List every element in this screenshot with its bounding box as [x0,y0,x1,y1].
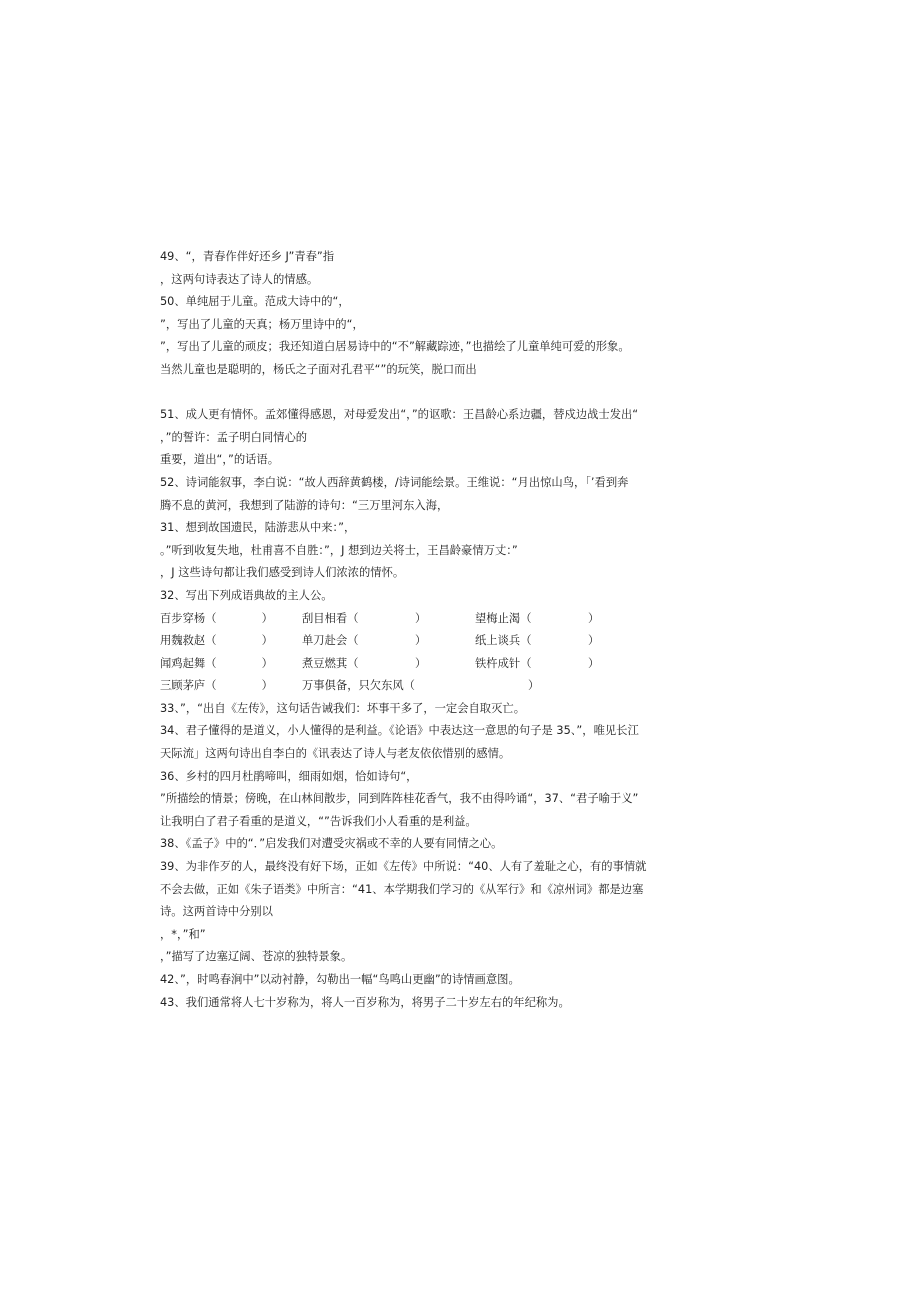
text-line: 诗。这两首诗中分别以 [160,905,273,919]
idiom-cell: 百步穿杨（ ） [160,611,273,625]
idiom-cell: 刮目相看（ ） [302,611,427,625]
idiom-cell: 用魏救赵（ ） [160,634,273,648]
text-line: 36、乡村的四月杜鹃啼叫，细雨如烟，恰如诗句“， [160,769,418,783]
text-line: 当然儿童也是聪明的，杨氏之子面对孔君平“”的玩笑，脱口而出 [160,362,477,376]
text-line: 让我明白了君子看重的是道义，“”告诉我们小人看重的是利益。 [160,814,477,828]
text-line: 34、君子懂得的是道义，小人懂得的是利益。《论语》中表达这一意思的句子是 35、”，唯见长江 [160,724,639,738]
text-line: 50、单纯屈于儿童。范成大诗中的“， [160,295,350,309]
text-line: 腾不息的黄河，我想到了陆游的诗句：“三万里河东入海， [160,498,449,512]
text-line: 49、“，青春作伴好还乡 J”青春”指 [160,250,335,263]
idiom-cell: 望梅止渴（ ） [475,611,600,625]
text-line: 38、《孟子》中的“．”启发我们对遭受灾祸或不幸的人要有同情之心。 [160,837,503,851]
idiom-cell: 三顾茅庐（ ） [160,679,273,693]
idiom-cell: 纸上谈兵（ ） [475,634,600,648]
text-line: 33、”，“出自《左传》，这句话告诫我们：坏事干多了，一定会自取灭亡。 [160,701,525,715]
idiom-cell: 单刀赴会（ ） [302,634,427,648]
text-line: ”，写出了儿童的天真；杨万里诗中的“， [160,317,364,331]
text-line: 天际流」这两句诗出自李白的《讯表达了诗人与老友依依惜别的感情。 [160,747,511,761]
document-body [160,246,705,1014]
idiom-row [160,608,705,631]
text-line: 52、诗词能叙事，李白说：“故人西辞黄鹤楼，/诗词能绘景。王维说：“月出惊山鸟，「’看到奔 [160,475,629,489]
idiom-row [160,675,705,698]
text-line: ”，写出了儿童的顽皮；我还知道白居易诗中的“不”解藏踪迹，”也描绘了儿童单纯可爱的形象。 [160,340,630,354]
text-line: ，”的誓许：孟子明白同情心的 [160,430,308,444]
text-line: ，这两句诗表达了诗人的情感。 [160,272,319,286]
text-line: ，*，”和” [160,927,206,941]
text-line: 39、为非作歹的人，最终没有好下场，正如《左传》中所说：“40、人有了羞耻之心，有的事情就 [160,860,647,874]
idiom-cell: 闻鸡起舞（ ） [160,656,273,670]
text-line: ，”描写了边塞辽阔、苍凉的独特景象。 [160,950,353,964]
idiom-cell: 铁杵成针（ ） [475,656,600,670]
text-line: 32、写出下列成语典故的主人公。 [160,588,333,602]
idiom-cell: 煮豆燃萁（ ） [302,656,427,670]
text-line: 。”听到收复失地，杜甫喜不自胜：”，J 想到边关将士，王昌龄豪情万丈：” [160,543,518,557]
text-line: 31、想到故国遗民，陆游悲从中来：”， [160,521,356,535]
text-line: ”所描绘的情景；傍晚，在山林间散步，同到阵阵桂花香气，我不由得吟诵“，37、“君子喻于义” [160,792,639,806]
idiom-row [160,630,705,653]
text-line: ，J 这些诗句都让我们感受到诗人们浓浓的情怀。 [160,566,405,580]
text-line: 不会去做，正如《朱子语类》中所言：“41、本学期我们学习的《从军行》和《凉州词》都是边塞 [160,882,644,896]
idiom-row [160,653,705,676]
idiom-cell: 万事俱备，只欠东风（ ） [302,679,540,693]
text-line: 43、我们通常将人七十岁称为，将人一百岁称为，将男子二十岁左右的年纪称为。 [160,995,570,1009]
text-line: 51、成人更有情怀。孟郊懂得感恩，对母爱发出“，”的讴歌：王昌龄心系边疆，替戍边战士发出“ [160,408,639,422]
blank-line [160,382,705,405]
text-line: 重要，道出“，”的话语。 [160,453,280,467]
text-line: 42、”，时鸣春涧中”以动衬静，勾勒出一幅“鸟鸣山更幽”的诗情画意图。 [160,973,520,986]
